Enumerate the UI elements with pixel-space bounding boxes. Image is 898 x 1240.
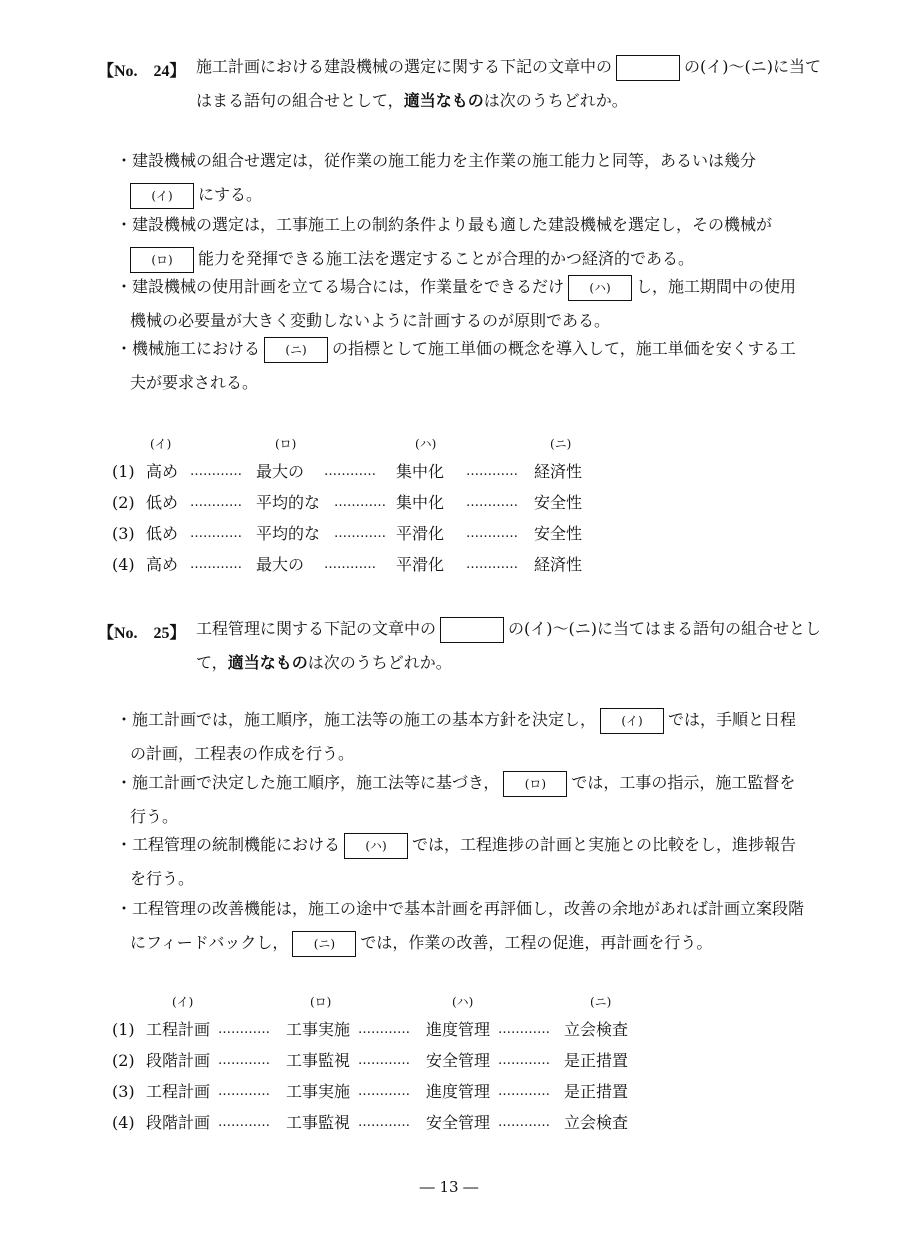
blank-label-ha: (ハ) [344, 833, 408, 859]
blank-label-ni: (ニ) [264, 337, 328, 363]
blank-label-i: (イ) [600, 708, 664, 734]
page-number: ― 13 ― [419, 1178, 479, 1196]
q24-bullet-3: ・建設機械の使用計画を立てる場合には，作業量をできるだけ (ハ) し，施工期間中の使用 機械の必要量が大きく変動しないように計画するのが原則である。 [116, 270, 796, 338]
q24-bullet-1: ・建設機械の組合せ選定は，従作業の施工能力を主作業の施工能力と同等，あるいは幾分 (イ) にする。 [116, 144, 756, 212]
blank-label-ro: (ロ) [130, 247, 194, 273]
question-25-stem: 工程管理に関する下記の文章中の の(イ)～(ニ)に当てはまる語句の組合せとし て，適当なものは次のうちどれか。 [196, 612, 821, 680]
q25-bullet-2: ・施工計画で決定した施工順序，施工法等に基づき， (ロ) では，工事の指示，施工監督を 行う。 [116, 766, 795, 834]
blank-box [440, 617, 504, 643]
blank-label-ha: (ハ) [568, 275, 632, 301]
q24-bullet-4: ・機械施工における (ニ) の指標として施工単価の概念を導入して，施工単価を安くする工 夫が要求される。 [116, 332, 796, 400]
blank-label-ni: (ニ) [292, 931, 356, 957]
blank-label-ro: (ロ) [503, 771, 567, 797]
exam-page: 【No. 24】 施工計画における建設機械の選定に関する下記の文章中の の(イ)～(ニ)に当て はまる語句の組合せとして，適当なものは次のうちどれか。 ・建設機械の組合せ選定は，従作業の施工能力を主作業の施工能力と同等，あるいは幾分 (イ) にする。 ・建設機械の選定は，工事施工上の制約条件より最も適した建設機械を選定し，その機械が (ロ) 能力を発揮できる施工法を選定することが合理的かつ経済的である。 ・建設機械の使用計画を立てる場合には，作業量をできるだけ (ハ) し，施工期間中の使用 機械の必要量が大きく変動しないように計画するのが原則である。 ・機械施工における (ニ) の指標として施工単価の概念を導入して，施工単価を安くする工 夫が要求される。 (イ) (ロ) (ハ) (ニ) (1) 高め ………… 最大の ………… 集中化 ………… 経済性 (2) 低め ………… 平均的な ………… 集中化 ………… 安全性 (3) 低め ………… 平均的な ………… 平滑化 ………… 安全性 (4) 高め ………… 最大の ………… 平滑化 ………… 経済性 【No. 25】 工程管理に関する下記の文章中の の(イ)～(ニ)に当てはまる語句の組合せとし て，適当なものは次のうちどれか。 ・施工計画では，施工順序，施工法等の施工の基本方針を決定し， (イ) では，手順と日程 の計画，工程表の作成を行う。 ・施工計画で決定した施工順序，施工法等に基づき， (ロ) では，工事の指示，施工監督を 行う。 ・工程管理の統制機能における (ハ) では，工程進捗の計画と実施との比較をし，進捗報告 を行う。 ・工程管理の改善機能は，施工の途中で基本計画を再評価し，改善の余地があれば計画立案段階 にフィードバックし， (ニ) では，作業の改善，工程の促進，再計画を行う。 (イ) (ロ) (ハ) (ニ) (1) 工程計画 ………… 工事実施 ………… 進度管理 ………… 立会検査 (2) 段階計画 ………… 工事監視 ………… 安全管理 ………… 是正措置 (3) 工程計画 ………… 工事実施 ………… 進度管理 ………… 是正措置 (4) 段階計画 ………… 工事監視 ………… 安全管理 ………… 立会検査 ― 13 ― [0, 0, 898, 1240]
question-24-number: 【No. 24】 [98, 63, 186, 80]
question-25-number: 【No. 25】 [98, 625, 186, 642]
q24-bullet-2: ・建設機械の選定は，工事施工上の制約条件より最も適した建設機械を選定し，その機械が (ロ) 能力を発揮できる施工法を選定することが合理的かつ経済的である。 [116, 208, 772, 276]
question-24-stem: 施工計画における建設機械の選定に関する下記の文章中の の(イ)～(ニ)に当て はまる語句の組合せとして，適当なものは次のうちどれか。 [196, 50, 821, 118]
q25-bullet-1: ・施工計画では，施工順序，施工法等の施工の基本方針を決定し， (イ) では，手順と日程 の計画，工程表の作成を行う。 [116, 703, 796, 771]
blank-label-i: (イ) [130, 183, 194, 209]
q25-bullet-3: ・工程管理の統制機能における (ハ) では，工程進捗の計画と実施との比較をし，進捗報告 を行う。 [116, 828, 796, 896]
blank-box [616, 55, 680, 81]
q25-bullet-4: ・工程管理の改善機能は，施工の途中で基本計画を再評価し，改善の余地があれば計画立案段階 にフィードバックし， (ニ) では，作業の改善，工程の促進，再計画を行う。 [116, 892, 804, 960]
